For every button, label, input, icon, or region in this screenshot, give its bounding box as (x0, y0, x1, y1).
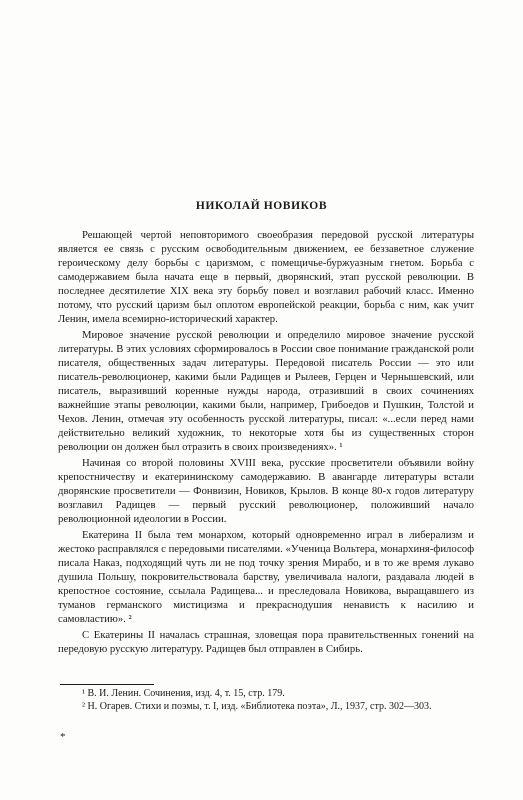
chapter-title: НИКОЛАЙ НОВИКОВ (195, 200, 328, 212)
paragraph: Екатерина II была тем монархом, который одновременно играл в либерализм и жестоко расправлялся с передовыми писателями. «Ученица Вольтера, монархиня-философ писала Наказ, подходящий чуть ли не под точку зрения Мирабо, и в то же время лукаво душила Польшу, покровительствовала барству, увеличивала налоги, раздавала людей в крепостное состояние, ссылала Радищева... и преследовала Новикова, выращавшего из туманов германского мистицизма и прекраснодушия ненависть к насилию и самовластию». ² (58, 529, 474, 625)
footnotes (58, 688, 474, 713)
paragraph: Начиная со второй половины XVIII века, русские просветители объявили войну крепостничеству и екатерининскому самодержавию. В авангарде литературы встали дворянские просветители — Фонвизин, Новиков, Крылов. В конце 80-х годов литературу возглавил Радищев — первый русский революционер, положивший начало революционной идеологии в России. (58, 457, 474, 525)
paragraph: Решающей чертой неповторимого своеобразия передовой русской литературы является ее связь с русским освободительным движением, ее беззаветное служение героическому делу борьбы с царизмом, с помещичье-буржуазным гнетом. Борьба с самодержавием была начата еще в первый, дворянский, этап русской революции. В последнее десятилетие XIX века эту борьбу повел и возглавил рабочий класс. Именно потому, что русский царизм был оплотом европейской реакции, борьба с ним, как учит Ленин, имела всемирно-исторический характер. (58, 229, 474, 325)
paragraph: Мировое значение русской революции и определило мировое значение русской литературы. В этих условиях сформировалось в России свое понимание гражданской роли писателя, общественных задач литературы. Передовой писатель России — это или писатель-революционер, какими были Радищев и Рылеев, Герцен и Чернышевский, или писатель, выразивший коренные нужды народа, отразивший в своих сочинениях важнейшие этапы революции, какими были, например, Грибоедов и Пушкин, Толстой и Чехов. Ленин, отмечая эту особенность русской литературы, писал: «...если перед нами действительно великий художник, то некоторые хотя бы из существенных сторон революции он должен был отразить в своих произведениях». ¹ (58, 329, 474, 453)
footnote: ² Н. Огарев. Стихи и поэмы, т. I, изд. «Библиотека поэта», Л., 1937, стр. 302—303. (82, 700, 432, 712)
footnote-divider (60, 684, 154, 685)
chapter-body (58, 228, 474, 656)
footnote: ¹ В. И. Ленин. Сочинения, изд. 4, т. 15, стр. 179. (82, 688, 285, 699)
signature-mark: * (60, 731, 66, 743)
paragraph: С Екатерины II началась страшная, зловещая пора правительственных гонений на передовую русскую литературу. Радищев был отправлен в Сибирь. (58, 629, 474, 655)
